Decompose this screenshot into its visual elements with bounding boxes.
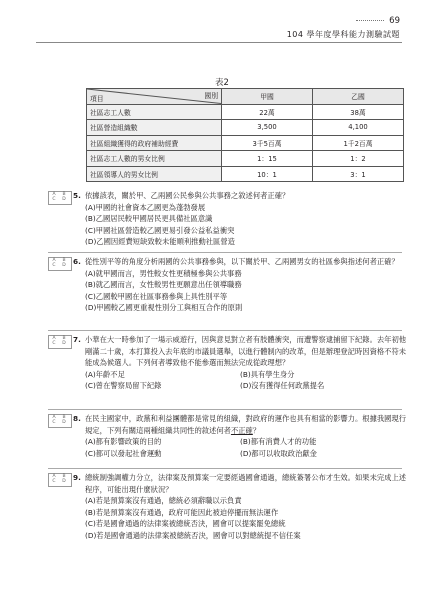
table-header-row: [87, 89, 404, 105]
row-label: 社區志工人數: [87, 104, 222, 120]
option: (D)沒有獲得任何政黨提名: [240, 381, 325, 390]
header-title: 104 學年度學科能力測驗試題: [286, 30, 400, 39]
table-cell: 38萬: [313, 104, 404, 120]
question-stem: 在民主國家中，政黨和利益團體都是常見的組織，對政府的運作也具有相當的影響力。根據我國現行規定，下列有關這兩種組織共同性的敘述何者不正確？: [85, 414, 407, 435]
option-row: [85, 448, 410, 460]
question-number: 5.: [73, 191, 81, 200]
comparison-table: [86, 88, 404, 182]
question-number: 7.: [73, 335, 81, 344]
question-divider: [48, 330, 402, 331]
option: (B)乙國居民較甲國居民更具備社區意識: [85, 214, 213, 223]
option: (B)具有學生身分: [240, 369, 295, 379]
diagonal-line: [87, 89, 221, 104]
table-row: [87, 104, 404, 120]
table-cell: 1：2: [313, 151, 404, 167]
question-5: [48, 190, 410, 248]
table-row: [87, 135, 404, 151]
table-cell: 22萬: [222, 104, 313, 120]
table-cell: 3千5百萬: [222, 135, 313, 151]
dotted-ornament: [356, 20, 384, 21]
option: (A)若是預算案沒有通過，總統必須辭職以示負責: [85, 496, 242, 505]
option: (D)都可以收取政治獻金: [240, 448, 317, 458]
option: (B)就乙國而言，女性較男性更願意出任領導職務: [85, 280, 242, 289]
option: (C)曾在警察局留下紀錄: [85, 381, 162, 390]
option-row: [85, 436, 410, 448]
option: (C)乙國較甲國在社區事務參與上具性別平等: [85, 291, 228, 301]
question-7: [48, 334, 410, 392]
table-cell: 1：15: [222, 151, 313, 167]
question-stem: 依據該表，關於甲、乙兩國公民參與公共事務之敘述何者正確？: [85, 191, 290, 200]
table-row: [87, 151, 404, 167]
page-number: 69: [389, 16, 400, 26]
question-6: [48, 256, 410, 314]
table-cell: 10：1: [222, 166, 313, 182]
emphasis-text: 不正確: [230, 425, 253, 435]
table-row: [87, 120, 404, 136]
option: (A)都有影響政策的目的: [85, 437, 162, 446]
question-divider: [48, 252, 402, 253]
option-row: [85, 369, 410, 381]
row-label: 社區志工人數的男女比例: [87, 151, 222, 167]
option: (D)甲國較乙國更重視性別分工與相互合作的原則: [85, 303, 243, 312]
table-cell: 3,500: [222, 120, 313, 136]
question-stem: 總統制強調權力分立，法律案及預算案一定要經過國會通過，總統簽署公布才生效。如果未完成上述程序，可能出現什麼狀況？: [85, 473, 407, 494]
question-number: 6.: [73, 257, 81, 266]
question-8: [48, 413, 410, 459]
corner-col-label: 國別: [204, 92, 218, 100]
header-rule: [36, 42, 402, 43]
answer-box: A B C D: [48, 414, 72, 428]
answer-box: A B C D: [48, 257, 72, 271]
option: (C)都可以發起社會運動: [85, 448, 162, 458]
question-number: 8.: [73, 414, 81, 423]
question-number: 9.: [73, 473, 81, 482]
table-row: [87, 166, 404, 182]
question-stem: 從性別平等的角度分析兩國的公共事務參與，以下關於甲、乙兩國男女的社區參與指述何者正確？: [85, 257, 399, 266]
option: (D)乙國因經費短缺致較未能順利推動社區營造: [85, 237, 235, 246]
question-9: [48, 472, 410, 541]
row-label: 社區營造組織數: [87, 120, 222, 136]
option-row: [85, 380, 410, 392]
question-stem: 小華在大一時參加了一場示威遊行，因與意見對立者有肢體衝突，而遭警察逮捕留下紀錄。去年初他剛滿二十歲，本打算投入去年底的市議員選舉，以進行體制內的改革，但是辦理登記時因資格不符未能成為候選人。下列何者導致他不能參選而無法完成從政理想？: [85, 335, 407, 367]
column-header: 甲國: [222, 89, 313, 105]
option: (A)甲國的社會資本乙國更為蓬勃發展: [85, 202, 206, 212]
option: (A)就甲國而言，男性較女性更積極參與公共事務: [85, 268, 242, 278]
table-cell: 4,100: [313, 120, 404, 136]
answer-box: A B C D: [48, 335, 72, 349]
table-cell: 1千2百萬: [313, 135, 404, 151]
option: (B)若是預算案沒有通過，政府可能因此被迫停擺而無法運作: [85, 507, 279, 517]
table-corner-cell: [87, 89, 222, 105]
column-header: 乙國: [313, 89, 404, 105]
table-caption: 表2: [215, 78, 229, 88]
row-label: 社區組織獲得的政府補助經費: [87, 135, 222, 151]
option: (B)都有消費人才的功能: [240, 437, 317, 446]
option: (A)年齡不足: [85, 369, 125, 379]
row-label: 社區領導人的男女比例: [87, 166, 222, 182]
option: (D)若是國會通過的法律案被總統否決，國會可以對總統提不信任案: [85, 530, 301, 540]
answer-box: A B C D: [48, 191, 72, 205]
corner-row-label: 項目: [90, 94, 104, 103]
table-cell: 3：1: [313, 166, 404, 182]
option: (C)若是國會通過的法律案被總統否決，國會可以提案罷免總統: [85, 519, 286, 528]
question-divider: [48, 409, 402, 410]
question-divider: [48, 468, 402, 469]
option: (C)甲國社區營造較乙國更易引發公益私益衝突: [85, 225, 235, 235]
answer-box: A B C D: [48, 473, 72, 487]
